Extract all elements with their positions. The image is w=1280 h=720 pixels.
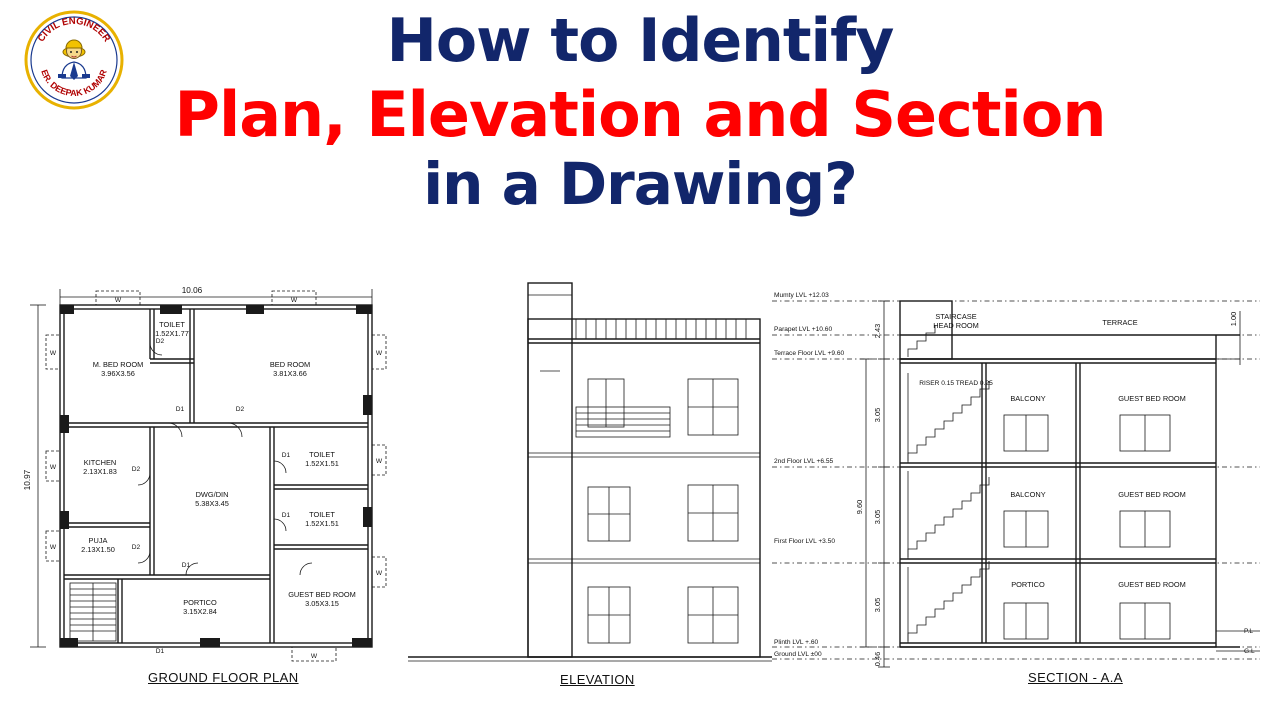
caption-ground-floor-plan: GROUND FLOOR PLAN <box>148 670 299 685</box>
plan-door-label: D1 <box>281 512 291 519</box>
section-dim: 0.46 <box>873 651 882 667</box>
caption-elevation: ELEVATION <box>560 672 635 687</box>
section-level-label: Terrace Floor LVL +9.60 <box>774 350 845 357</box>
section-drawing <box>760 275 1280 695</box>
section-dim: 3.05 <box>873 509 882 525</box>
section-level-label: First Floor LVL +3.50 <box>774 538 836 545</box>
title-line-3: in a Drawing? <box>423 150 857 219</box>
plan-room-name: DWG/DIN <box>195 490 229 499</box>
section-dim: 1.00 <box>1229 311 1238 327</box>
plan-door-label: D1 <box>181 562 191 569</box>
plan-room-size: 1.52X1.77 <box>155 329 189 338</box>
section-right-mark: P.L <box>1244 628 1254 635</box>
section-level-label: 2nd Floor LVL +6.55 <box>774 458 834 465</box>
drawing-area <box>0 275 1280 695</box>
plan-room-name: PUJA <box>88 536 108 545</box>
section-dim: 9.60 <box>855 499 864 515</box>
section-room-label: GUEST BED ROOM <box>1118 580 1186 589</box>
plan-door-label: D1 <box>175 406 185 413</box>
title-line-1: How to Identify <box>386 6 894 76</box>
section-staircase <box>908 325 989 643</box>
plan-room-name: M. BED ROOM <box>92 360 144 369</box>
plan-room-name: TOILET <box>309 510 335 519</box>
section-room-label: GUEST BED ROOM <box>1118 490 1186 499</box>
plan-door-label: D1 <box>155 648 165 655</box>
plan-window-label: W <box>375 570 383 577</box>
caption-section: SECTION - A.A <box>1028 670 1123 685</box>
plan-window-label: W <box>290 297 298 304</box>
section-room-label: PORTICO <box>1011 580 1045 589</box>
ground-floor-plan <box>0 275 400 695</box>
svg-text:CIVIL ENGINEER: CIVIL ENGINEER <box>35 15 113 45</box>
plan-staircase <box>70 583 116 641</box>
plan-room-size: 3.96X3.56 <box>101 369 135 378</box>
title-line-2: Plan, Elevation and Section <box>174 78 1106 151</box>
plan-room-size: 2.13X1.83 <box>83 467 117 476</box>
title-block <box>0 6 1280 219</box>
plan-room-size: 3.05X3.15 <box>305 599 339 608</box>
plan-room-size: 1.52X1.51 <box>305 519 339 528</box>
plan-room-size: 5.38X3.45 <box>195 499 229 508</box>
plan-room-name: GUEST BED ROOM <box>288 590 356 599</box>
plan-room-size: 2.13X1.50 <box>81 545 115 554</box>
section-room-label: BALCONY <box>1010 394 1046 403</box>
plan-room-size: 1.52X1.51 <box>305 459 339 468</box>
plan-room-name: KITCHEN <box>83 458 117 467</box>
plan-door-label: D2 <box>131 466 141 473</box>
plan-dim-left: 10.97 <box>23 469 32 491</box>
section-dim: 2.43 <box>873 323 882 339</box>
section-room-label: HEAD ROOM <box>933 321 979 330</box>
section-room-label: BALCONY <box>1010 490 1046 499</box>
section-dim: 3.05 <box>873 597 882 613</box>
plan-window-label: W <box>114 297 122 304</box>
plan-door-label: D1 <box>281 452 291 459</box>
section-level-label: Plinth LVL +.60 <box>774 639 819 646</box>
section-right-mark: G.L <box>1244 648 1255 655</box>
section-room-label: TERRACE <box>1102 318 1138 327</box>
section-level-label: Mumty LVL +12.03 <box>774 292 829 299</box>
plan-room-name: TOILET <box>309 450 335 459</box>
plan-window-label: W <box>49 464 57 471</box>
plan-room-size: 3.81X3.66 <box>273 369 307 378</box>
plan-window-label: W <box>49 350 57 357</box>
plan-window-label: W <box>375 458 383 465</box>
plan-dim-top: 10.06 <box>181 286 203 295</box>
svg-text:ER. DEEPAK KUMAR: ER. DEEPAK KUMAR <box>39 68 109 99</box>
section-room-label: GUEST BED ROOM <box>1118 394 1186 403</box>
section-room-label: STAIRCASE <box>935 312 977 321</box>
section-level-label: Ground LVL ±00 <box>774 651 822 658</box>
plan-door-label: D2 <box>131 544 141 551</box>
plan-window-label: W <box>375 350 383 357</box>
plan-room-name: PORTICO <box>183 598 217 607</box>
elevation-drawing <box>400 275 780 695</box>
plan-door-label: D2 <box>155 338 165 345</box>
section-stair-note: RISER 0.15 TREAD 0.25 <box>919 380 993 387</box>
section-dim: 3.05 <box>873 407 882 423</box>
section-level-label: Parapet LVL +10.60 <box>774 326 833 333</box>
plan-window-label: W <box>310 653 318 660</box>
plan-window-label: W <box>49 544 57 551</box>
plan-room-name: TOILET <box>159 320 185 329</box>
plan-door-label: D2 <box>235 406 245 413</box>
plan-room-name: BED ROOM <box>269 360 311 369</box>
plan-room-size: 3.15X2.84 <box>183 607 217 616</box>
